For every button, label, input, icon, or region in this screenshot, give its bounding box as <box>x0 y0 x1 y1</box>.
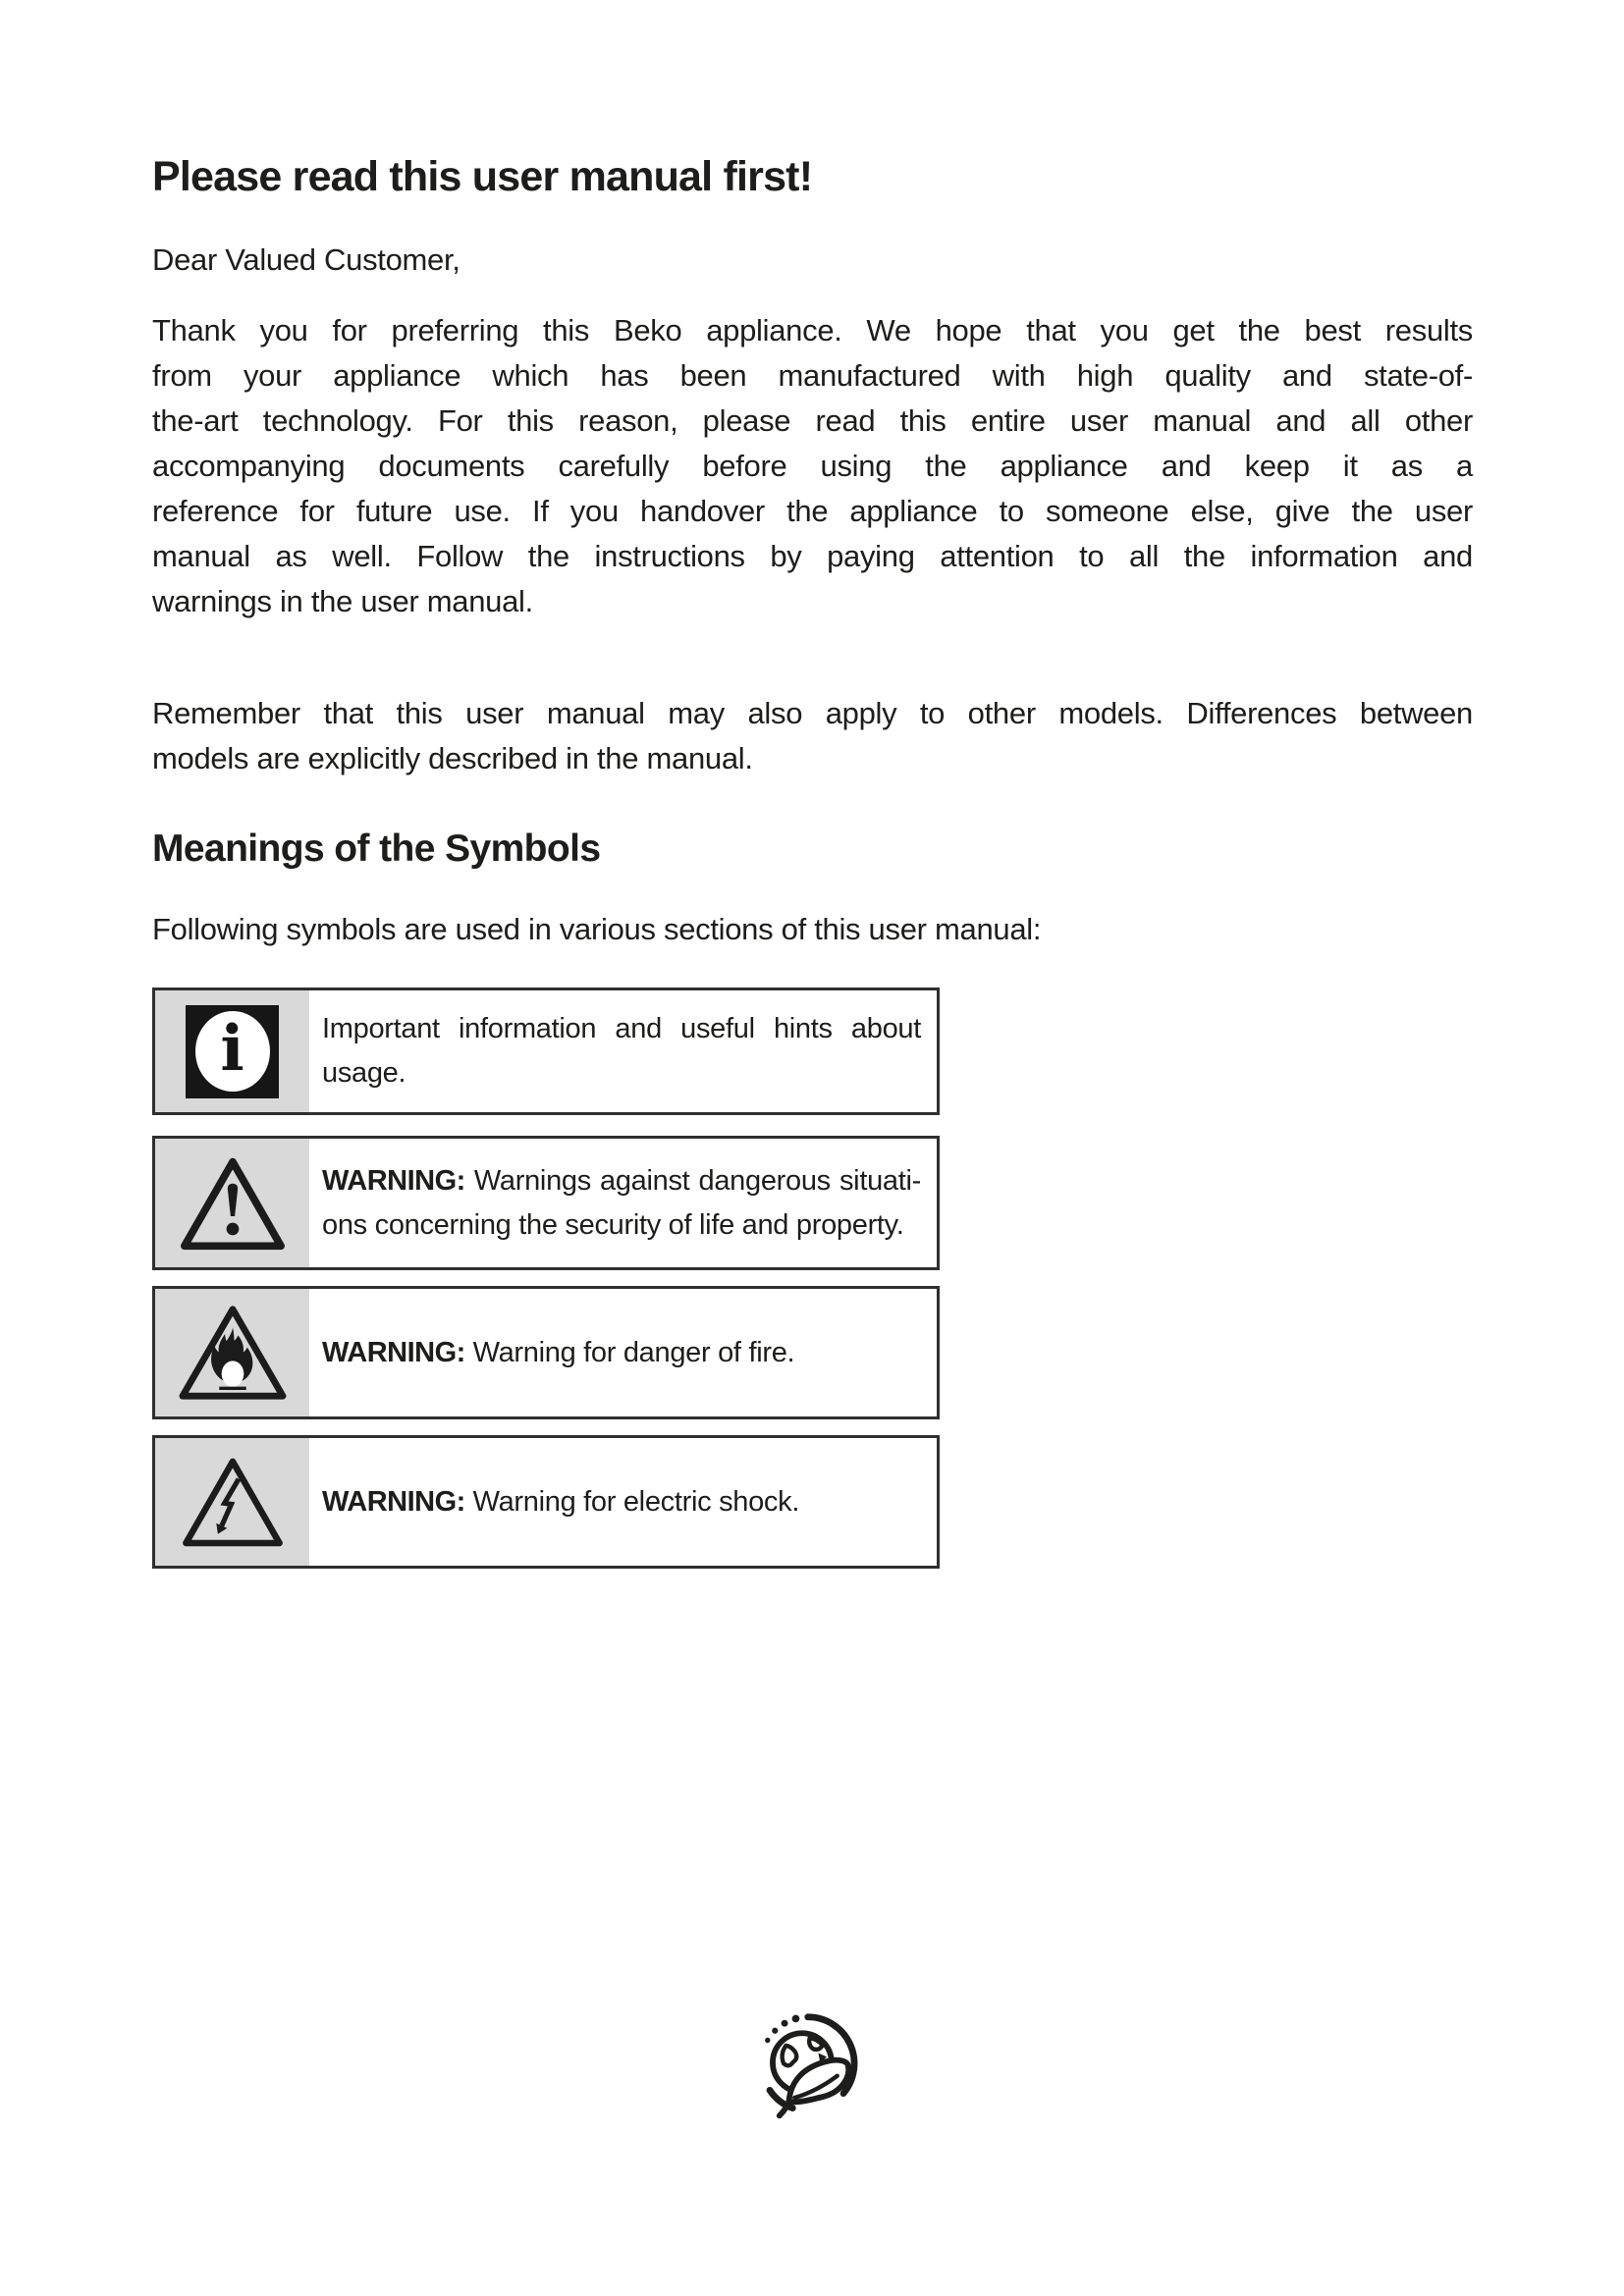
text-line: WARNING: Warning for danger of fire. <box>322 1336 795 1368</box>
symbols-heading: Meanings of the Symbols <box>152 828 601 870</box>
symbol-box-info <box>152 988 940 1115</box>
text-line: Thank you for preferring this Beko appliance. We hope that you get the best results <box>152 313 1473 347</box>
text-line: models are explicitly described in the manual. <box>152 741 753 775</box>
text-line: ons concerning the security of life and property. <box>322 1208 904 1241</box>
text-line: usage. <box>322 1057 406 1089</box>
text-line: manual as well. Follow the instructions by paying attention to all the information and <box>152 539 1473 573</box>
info-icon: i <box>186 1005 279 1098</box>
text-line: WARNING: Warnings against dangerous situati- <box>322 1164 921 1197</box>
symbol-box-text <box>309 1139 937 1267</box>
symbol-box-text <box>309 990 937 1112</box>
symbols-intro: Following symbols are used in various sections of this user manual: <box>152 912 1042 946</box>
warning-general-icon <box>176 1152 290 1255</box>
symbol-box-fire <box>152 1286 940 1419</box>
salutation: Dear Valued Customer, <box>152 242 460 277</box>
note-paragraph <box>152 691 1473 781</box>
icon-cell <box>155 1289 309 1416</box>
symbol-box-electric <box>152 1435 940 1569</box>
text-line: Important information and useful hints about <box>322 1013 921 1044</box>
symbol-box-text <box>309 1438 937 1566</box>
text-line: reference for future use. If you handover the appliance to someone else, give the user <box>152 494 1473 528</box>
page-title: Please read this user manual first! <box>152 153 813 200</box>
text-line: accompanying documents carefully before using the appliance and keep it as a <box>152 449 1473 483</box>
icon-cell <box>155 1438 309 1566</box>
text-line: WARNING: Warning for electric shock. <box>322 1485 800 1518</box>
symbol-box-text <box>309 1289 937 1416</box>
symbol-box-warning <box>152 1136 940 1270</box>
icon-cell <box>155 1139 309 1267</box>
text-line: Remember that this user manual may also apply to other models. Differences between <box>152 696 1473 730</box>
icon-cell <box>155 990 309 1112</box>
intro-paragraph <box>152 308 1473 624</box>
text-line: the-art technology. For this reason, please read this entire user manual and all other <box>152 403 1473 438</box>
warning-fire-icon <box>175 1301 291 1405</box>
warning-electric-icon <box>178 1452 288 1552</box>
text-line: from your appliance which has been manufactured with high quality and state-of- <box>152 358 1473 393</box>
earth-leaf-icon <box>753 2006 867 2130</box>
text-line: warnings in the user manual. <box>152 584 533 618</box>
